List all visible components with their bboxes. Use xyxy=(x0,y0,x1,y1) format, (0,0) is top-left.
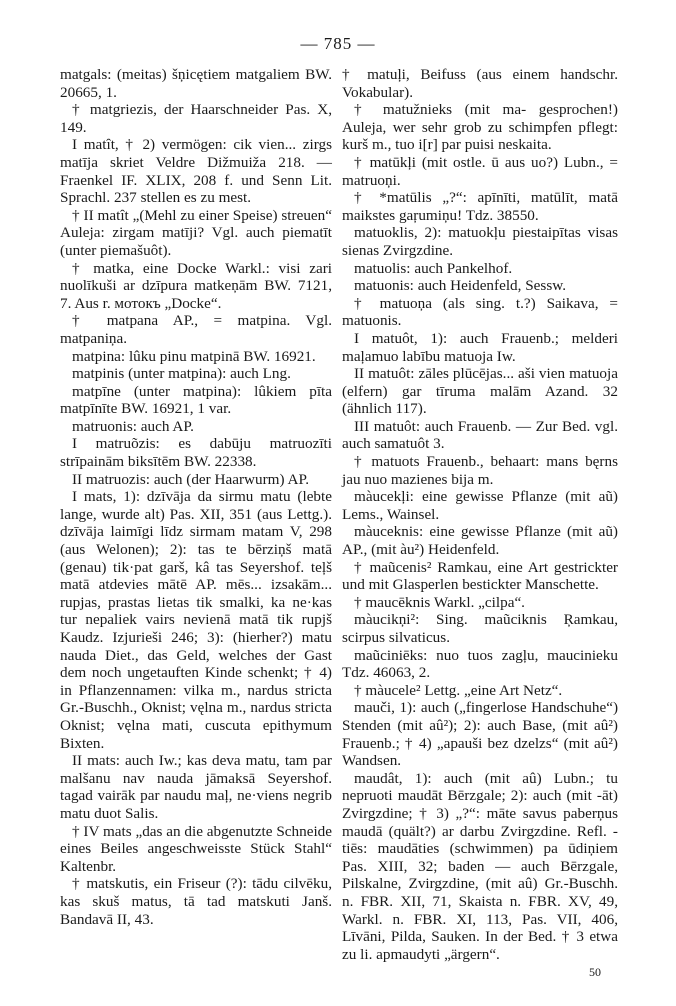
dictionary-entry: matuolis: auch Pankelhof. xyxy=(354,259,513,277)
dictionary-entry: I matît, † 2) vermögen: cik vien... zirgs matīja skriet Veldre Dižmuiža 218. — Fraenkel IF. XLIX, 208 f. und Senn Lit. Sprachl. 237 stellen es zu mest. xyxy=(60,136,332,207)
dictionary-entry: matpinis (unter matpina): auch Lng. xyxy=(72,365,291,383)
right-column xyxy=(342,66,618,963)
dictionary-entry: † matpana AP., = matpina. Vgl. matpaniņa. xyxy=(60,312,332,347)
dictionary-entry: † màucele² Lettg. „eine Art Netz“. xyxy=(354,681,563,699)
dictionary-entry: † matka, eine Docke Warkl.: visi zari nuolīkuši ar dzīpura matkeņām BW. 7121, 7. Aus r. мотокъ „Docke“. xyxy=(60,259,332,312)
dictionary-entry: † matuļi, Beifuss (aus einem handschr. Vokabular). xyxy=(342,66,618,101)
dictionary-entry: matuonis: auch Heidenfeld, Sessw. xyxy=(354,277,567,295)
dictionary-entry: † IV mats „das an die abgenutzte Schneide eines Beiles angeschweisste Stück Stahl“ Kaltenbr. xyxy=(60,822,332,875)
dictionary-entry: † II matît „(Mehl zu einer Speise) streuen“ Auleja: zirgam matīji? Vgl. auch piematīt (unter piemašuôt). xyxy=(60,206,332,259)
dictionary-entry: mauči, 1): auch („fingerlose Handschuhe“) Stenden (mit aû²); 2): auch Base, (mit aû²) Frauenb.; † 4) „apauši bez dzelzs“ (mit aû²) Wandsen. xyxy=(342,699,618,770)
page-number: — 785 — xyxy=(300,34,376,53)
dictionary-entry: † matskutis, ein Friseur (?): tādu cilvēku, kas skuš matus, tā tad matskuti Janš. Bandavā II, 43. xyxy=(60,875,332,928)
dictionary-entry: I matruõzis: es dabūju matruozīti strīpainām biksītēm BW. 22338. xyxy=(60,435,332,471)
left-column xyxy=(60,66,332,928)
dictionary-entry: † *matūlis „?“: apīnīti, matūlīt, matā maikstes gaŗumiņu! Tdz. 38550. xyxy=(342,189,618,224)
dictionary-entry: matuoklis, 2): matuokļu piestaipītas visas sienas Zvirgzdine. xyxy=(342,224,618,259)
dictionary-entry: † matuots Frauenb., behaart: mans bęrns jau nuo mazienes bija m. xyxy=(342,453,618,488)
dictionary-entry: I matuôt, 1): auch Frauenb.; melderi maļamuo labību matuoja Iw. xyxy=(342,329,618,365)
dictionary-entry: matpīne (unter matpina): lûkiem pīta matpīnīte BW. 16921, 1 var. xyxy=(60,382,332,418)
dictionary-entry: II matuôt: zāles plūcējas... aši vien matuoja (elfern) gar tīruma malām Azand. 32 (ähnlich 117). xyxy=(342,365,618,418)
dictionary-entry: I mats, 1): dzīvāja da sirmu matu (lebte lange, wurde alt) Pas. XII, 351 (aus Lettg.). dzīvāja laimīgi līdz sirmam matam V, 298 (aus Welonen); 2): tas te bērziņš matā (genau) tik·pat garš, kâ tas Seyershof. teļš matā atdevies mātē AP. mēs... izsakām... rupjas, prastas lietas tik smalki, ka ne·kas tur nepaliek vairs nevienā matā tik rupjš Kaudz. Izjurieši 246; 3): (hierher?) matu nauda Diet., das Geld, welches der Gast dem noch ungetauften Kinde schenkt; † 4) in Pflanzennamen: vilka m., nardus stricta Gr.-Buschh., Oknist; vęlna m., nardus stricta Oknist; vęlna mati, cuscuta epithymum Bixten. xyxy=(60,488,332,752)
dictionary-entry: maũciniēks: nuo tuos zagļu, maucinieku Tdz. 46063, 2. xyxy=(342,646,618,682)
dictionary-entry: màucekļi: eine gewisse Pflanze (mit aũ) Lems., Wainsel. xyxy=(342,488,618,523)
printer-signature: 50 xyxy=(589,965,601,979)
dictionary-entry: † matuoņa (als sing. t.?) Saikava, = matuonis. xyxy=(342,294,618,330)
dictionary-entry: matgals: (meitas) šņicętiem matgaliem BW. 20665, 1. xyxy=(60,66,332,101)
dictionary-entry: † matūkļi (mit ostle. ū aus uo?) Lubn., = matruoņi. xyxy=(342,153,618,189)
dictionary-entry: III matuôt: auch Frauenb. — Zur Bed. vgl. auch samatuôt 3. xyxy=(342,417,618,453)
dictionary-entry: matruonis: auch AP. xyxy=(72,417,194,435)
dictionary-entry: maudât, 1): auch (mit aû) Lubn.; tu nepruoti maudāt Bērzgale; 2): auch (mit -āt) Zvirgzdine; † 3) „?“: māte savus paberņus maudā (quält?) ar darbu Zvirgzdine. Refl. -tiēs: maudāties (schwimmen) pa ūdiņiem Pas. XIII, 32; baden — auch Bērzgale, Pilskalne, Zvirgzdine, (mit aû) Gr.-Buschh. n. FBR. XII, 71, Skaista n. FBR. XV, 49, Warkl. n. FBR. XI, 113, Pas. VII, 406, Līvāni, Pilda, Sauken. In der Bed. † 3 etwa zu li. apmaudyti „ärgern“. xyxy=(342,769,618,963)
dictionary-entry: II matruozis: auch (der Haarwurm) AP. xyxy=(72,470,310,488)
dictionary-entry: † maucēknis Warkl. „cilpa“. xyxy=(354,593,525,611)
dictionary-entry: màuceknis: eine gewisse Pflanze (mit aũ) AP., (mit àu²) Heidenfeld. xyxy=(342,523,618,559)
dictionary-entry: II mats: auch Iw.; kas deva matu, tam par malšanu nav nauda jāmaksā Seyershof. tagad vairāk par naudu maļ, ne·viens negrib matu duot Salis. xyxy=(60,752,332,822)
dictionary-entry: † matužnieks (mit ma- gesprochen!) Auleja, wer sehr grob zu schimpfen pflegt: kurš m., tuo i[r] par puisi neskaita. xyxy=(342,101,618,154)
dictionary-entry: † maũcenis² Ramkau, eine Art gestrickter und mit Glasperlen bestickter Manschette. xyxy=(342,558,618,594)
dictionary-entry: màucikņi²: Sing. maũciknis Ŗamkau, scirpus silvaticus. xyxy=(342,611,618,646)
dictionary-entry: † matgriezis, der Haarschneider Pas. X, 149. xyxy=(60,101,332,136)
dictionary-entry: matpina: lûku pinu matpinā BW. 16921. xyxy=(72,347,316,365)
